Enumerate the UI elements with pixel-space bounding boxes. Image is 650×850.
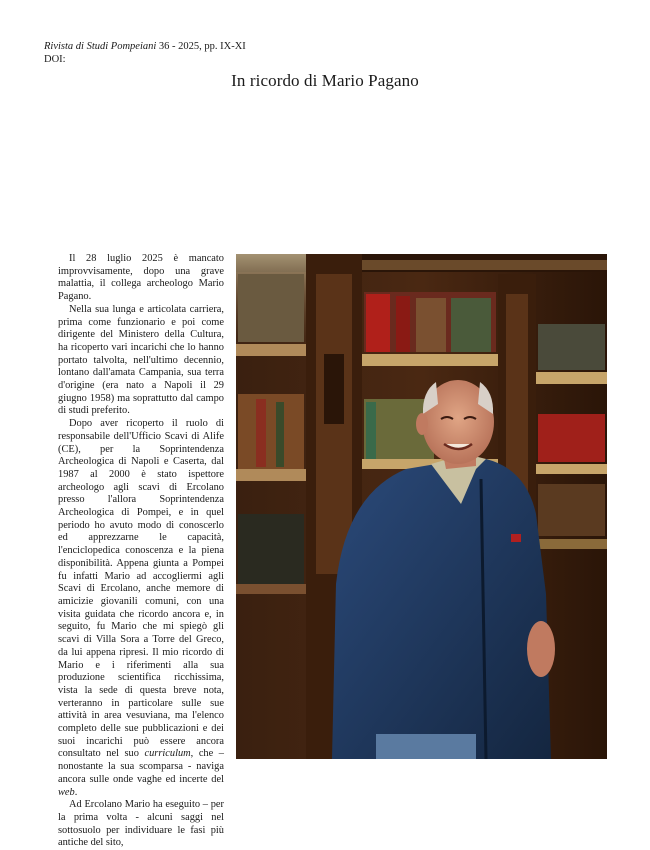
paragraph-4: Ad Ercolano Mario ha eseguito – per la prima volta - alcuni saggi nel sottosuolo per individuare le fasi più antiche del sito, (58, 799, 224, 849)
article-body (58, 253, 224, 850)
portrait-photo (236, 254, 607, 759)
journal-header (44, 41, 246, 66)
paragraph-3 (58, 418, 224, 799)
paragraph-1: Il 28 luglio 2025 è mancato improvvisamente, dopo una grave malattia, il collega archeologo Mario Pagano. (58, 253, 224, 303)
web-term: web (58, 786, 75, 798)
paragraph-3-end: . (74, 786, 78, 798)
paragraph-3-mid: , che – nonostante la sua scomparsa - naviga ancora sulle onde vaghe ed incerte del (58, 748, 224, 785)
paragraph-3-text: Dopo aver ricoperto il ruolo di responsabile dell'Ufficio Scavi di Alife (CE), per la Soprintendenza Archeologica di Napoli e Caserta, dal 1987 al 2000 è stato ispettore archeologo agli scavi di Ercolano presso l'allora Soprintendenza Archeologica di Pompei, e in quel periodo ho avuto modo di conoscerlo ed apprezzarne le capacità, l'enciclopedica conoscenza e la piena disponibilità. Appena giunta a Pompei fu infatti Mario ad accogliermi agli Scavi di Ercolano, anche memore di amicizie giovanili comuni, con una visita guidata che ricordo ancora e, in seguito, fu Mario che mi spiegò gli scavi di Villa Sora a Torre del Greco, da lui appena ripresi. Il mio ricordo di Mario e i riferimenti alla sua produzione scientifica ricchissima, vista la sede di questa breve nota, verteranno in particolare sulle sue attività in area vesuviana, ma l'elenco completo delle sue pubblicazioni e dei suoi incarichi può essere ancora consultato nel suo (58, 418, 224, 760)
article-title: In ricordo di Mario Pagano (231, 71, 419, 90)
journal-citation (44, 41, 246, 54)
curriculum-term: curriculum (144, 748, 191, 760)
doi-label: DOI: (44, 53, 66, 65)
paragraph-2: Nella sua lunga e articolata carriera, prima come funzionario e poi come dirigente del Ministero della Cultura, ha ricoperto vari incarichi che lo hanno portato talvolta, nell'ultimo decennio, lontano dall'amata Campania, sua terra d'origine (era nato a Napoli il 29 giugno 1958) ma soprattutto dal campo di studi preferito. (58, 303, 224, 417)
journal-name: Rivista di Studi Pompeiani (44, 41, 157, 52)
volume-info: 36 - 2025, pp. IX-XI (156, 41, 246, 52)
